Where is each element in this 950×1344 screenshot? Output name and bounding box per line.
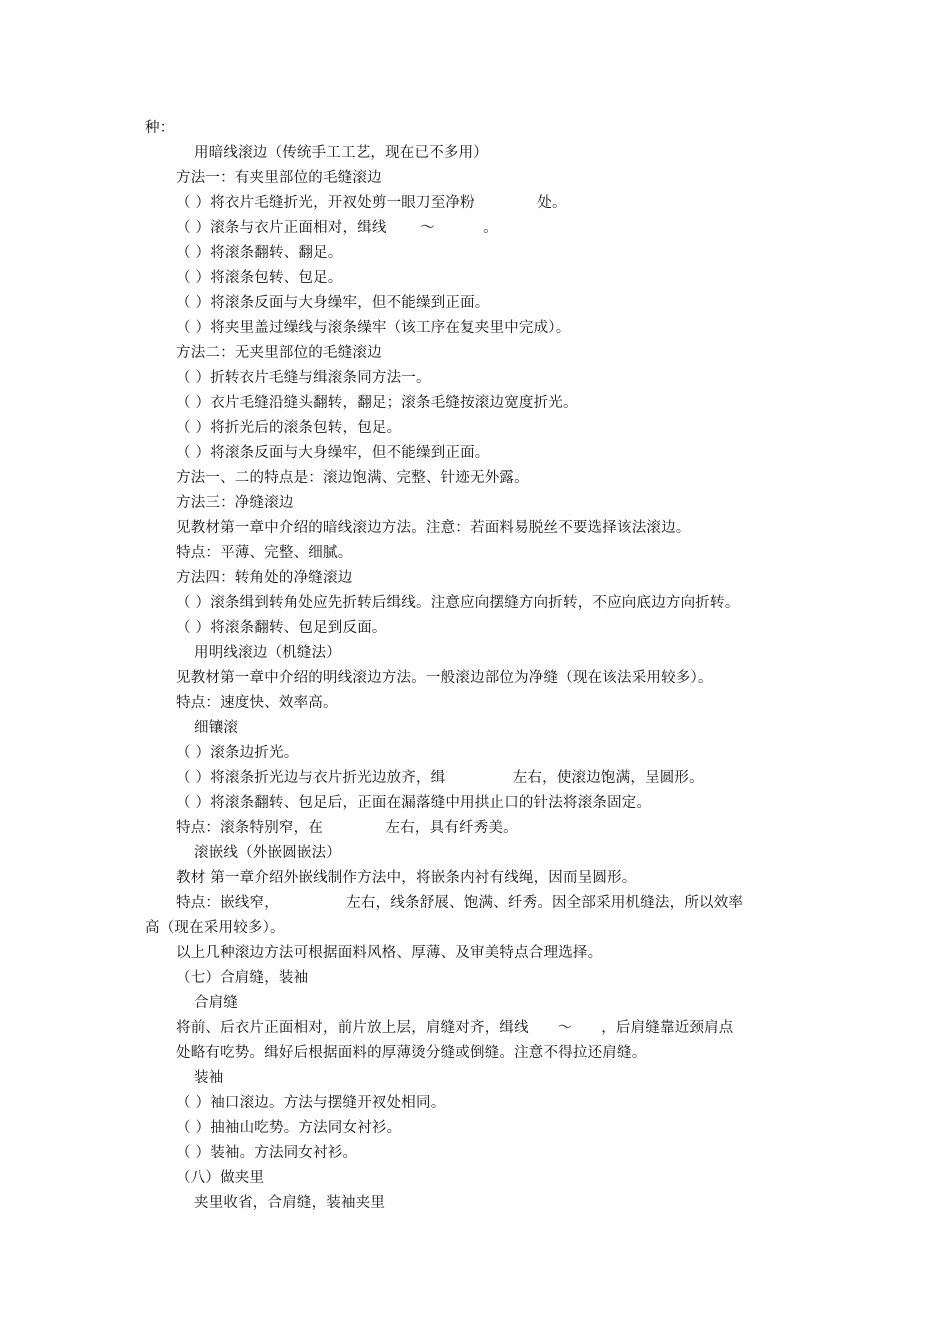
- text-line: 特点：平薄、完整、细腻。: [176, 545, 353, 561]
- step-line: （ ）袖口滚边。方法与摆缝开衩处相同。: [176, 1095, 446, 1111]
- heading-line: 夹里收省，合肩缝，装袖夹里: [194, 1195, 386, 1211]
- heading-line: 滚嵌线（外嵌圆嵌法）: [194, 845, 341, 861]
- heading-line: 方法二：无夹里部位的毛缝滚边: [176, 345, 382, 361]
- heading-line: 细镶滚: [194, 720, 239, 736]
- text-line: 高（现在采用较多）。: [145, 920, 285, 936]
- heading-line: 方法四：转角处的净缝滚边: [176, 570, 353, 586]
- text-line: 处略有吃势。缉好后根据面料的厚薄烫分缝或倒缝。注意不得拉还肩缝。: [176, 1045, 647, 1061]
- step-line: （ ）抽袖山吃势。方法同女衬衫。: [176, 1120, 402, 1136]
- step-line: （ ）滚条缉到转角处应先折转后缉线。注意应向摆缝方向折转，不应向底边方向折转。: [176, 595, 740, 611]
- step-line: （ ）将滚条折光边与衣片折光边放齐，缉 左右，使滚边饱满，呈圆形。: [176, 770, 704, 786]
- step-line: （ ）折转衣片毛缝与缉滚条同方法一。: [176, 370, 431, 386]
- text-line: 种：: [145, 120, 175, 136]
- step-line: （ ）将衣片毛缝折光，开衩处剪一眼刀至净粉 处。: [176, 195, 567, 211]
- text-line: 见教材第一章中介绍的明线滚边方法。一般滚边部位为净缝（现在该法采用较多）。: [176, 670, 713, 686]
- text-line: 特点：速度快、效率高。: [176, 695, 338, 711]
- heading-line: 用明线滚边（机缝法）: [194, 645, 341, 661]
- step-line: （ ）将滚条反面与大身缲牢，但不能缲到正面。: [176, 445, 490, 461]
- step-line: （ ）装袖。方法同女衬衫。: [176, 1145, 358, 1161]
- step-line: （ ）将滚条翻转、包足后，正面在漏落缝中用拱止口的针法将滚条固定。: [176, 795, 652, 811]
- text-line: 见教材第一章中介绍的暗线滚边方法。注意：若面料易脱丝不要选择该法滚边。: [176, 520, 691, 536]
- step-line: （ ）衣片毛缝沿缝头翻转，翻足；滚条毛缝按滚边宽度折光。: [176, 395, 578, 411]
- step-line: （ ）将夹里盖过缲线与滚条缲牢（该工序在复夹里中完成）。: [176, 320, 571, 336]
- section-heading: （七）合肩缝，装袖: [176, 970, 309, 986]
- step-line: （ ）滚条边折光。: [176, 745, 299, 761]
- heading-line: 用暗线滚边（传统手工工艺，现在已不多用）: [194, 145, 488, 161]
- text-line: 将前、后衣片正面相对，前片放上层，肩缝对齐，缉线 ～ ，后肩缝靠近颈肩点: [176, 1020, 734, 1036]
- step-line: （ ）将滚条翻转、翻足。: [176, 245, 343, 261]
- text-line: 教材 第一章介绍外嵌线制作方法中，将嵌条内衬有线绳，因而呈圆形。: [176, 870, 637, 886]
- text-line: 特点：嵌线窄， 左右，线条舒展、饱满、纤秀。因全部采用机缝法，所以效率: [176, 895, 744, 911]
- step-line: （ ）将滚条包转、包足。: [176, 270, 343, 286]
- text-line: 以上几种滚边方法可根据面料风格、厚薄、及审美特点合理选择。: [176, 945, 603, 961]
- step-line: （ ）将滚条反面与大身缲牢，但不能缲到正面。: [176, 295, 490, 311]
- step-line: （ ）将滚条翻转、包足到反面。: [176, 620, 387, 636]
- section-heading: （八）做夹里: [176, 1170, 265, 1186]
- text-line: 方法一、二的特点是：滚边饱满、完整、针迹无外露。: [176, 470, 529, 486]
- heading-line: 方法三：净缝滚边: [176, 495, 294, 511]
- heading-line: 合肩缝: [194, 995, 239, 1011]
- step-line: （ ）滚条与衣片正面相对，缉线 ～ 。: [176, 220, 498, 236]
- step-line: （ ）将折光后的滚条包转，包足。: [176, 420, 402, 436]
- heading-line: 装袖: [194, 1070, 224, 1086]
- heading-line: 方法一：有夹里部位的毛缝滚边: [176, 170, 382, 186]
- text-line: 特点：滚条特别窄，在 左右，具有纤秀美。: [176, 820, 518, 836]
